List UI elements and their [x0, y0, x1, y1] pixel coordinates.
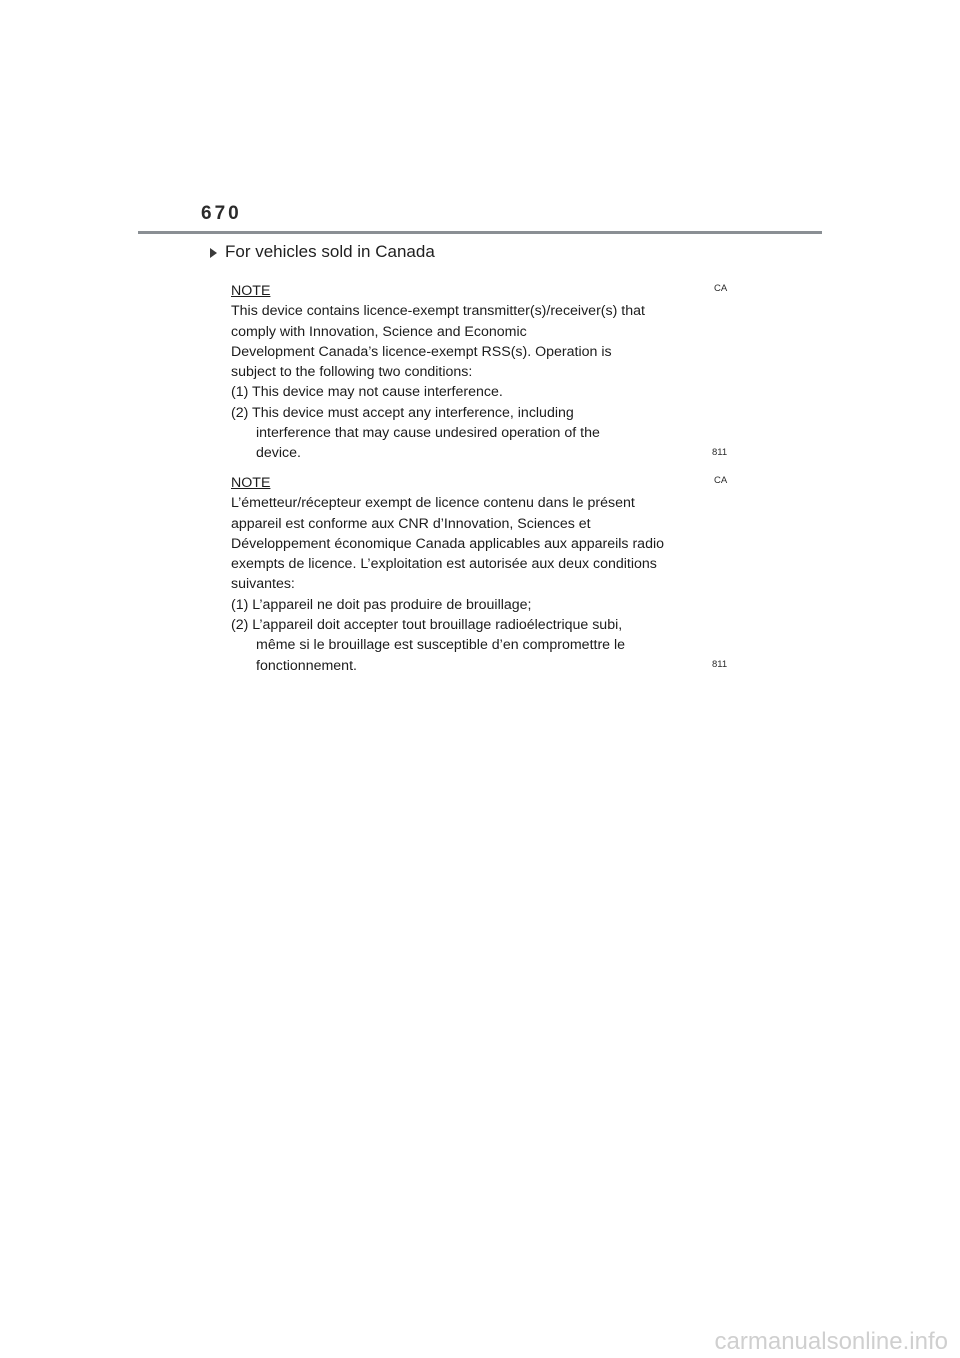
note-line-indented: fonctionnement.: [256, 657, 357, 674]
region-code: CA: [714, 283, 728, 294]
note-line: appareil est conforme aux CNR d’Innovation, Sciences et: [231, 515, 591, 532]
note-line: Développement économique Canada applicables aux appareils radio: [231, 535, 665, 552]
note-line: This device contains licence-exempt transmitter(s)/receiver(s) that: [231, 303, 645, 320]
note-line: exempts de licence. L’exploitation est autorisée aux deux conditions: [231, 556, 657, 573]
note-line: suivantes:: [231, 576, 295, 593]
page-number: 670: [201, 203, 242, 224]
region-code: CA: [714, 475, 728, 486]
note-label: NOTE: [231, 475, 271, 491]
note-line-indented: interference that may cause undesired operation of the: [256, 425, 600, 442]
section-heading: [210, 242, 435, 262]
note-line: (2) L’appareil doit accepter tout brouillage radioélectrique subi,: [231, 617, 623, 634]
note-line: comply with Innovation, Science and Economic: [231, 323, 527, 340]
reference-code: 811: [712, 659, 728, 670]
note-line: (1) L’appareil ne doit pas produire de brouillage;: [231, 596, 532, 613]
reference-code: 811: [712, 447, 728, 458]
header-divider: [138, 231, 822, 234]
note-line: subject to the following two conditions:: [231, 364, 473, 381]
note-english: [231, 281, 731, 464]
note-line: Development Canada’s licence-exempt RSS(s). Operation is: [231, 343, 612, 360]
note-line: L’émetteur/récepteur exempt de licence contenu dans le présent: [231, 495, 635, 512]
note-line-indented: même si le brouillage est susceptible d’en compromettre le: [256, 637, 626, 654]
watermark: carmanualsonline.info: [714, 1328, 948, 1355]
note-line-indented: device.: [256, 445, 301, 462]
note-line: (2) This device must accept any interference, including: [231, 404, 574, 421]
triangle-bullet-icon: [210, 248, 217, 258]
note-french: [231, 473, 731, 676]
note-line: (1) This device may not cause interference.: [231, 384, 503, 401]
section-heading-text: For vehicles sold in Canada: [225, 242, 435, 261]
note-label: NOTE: [231, 283, 271, 299]
